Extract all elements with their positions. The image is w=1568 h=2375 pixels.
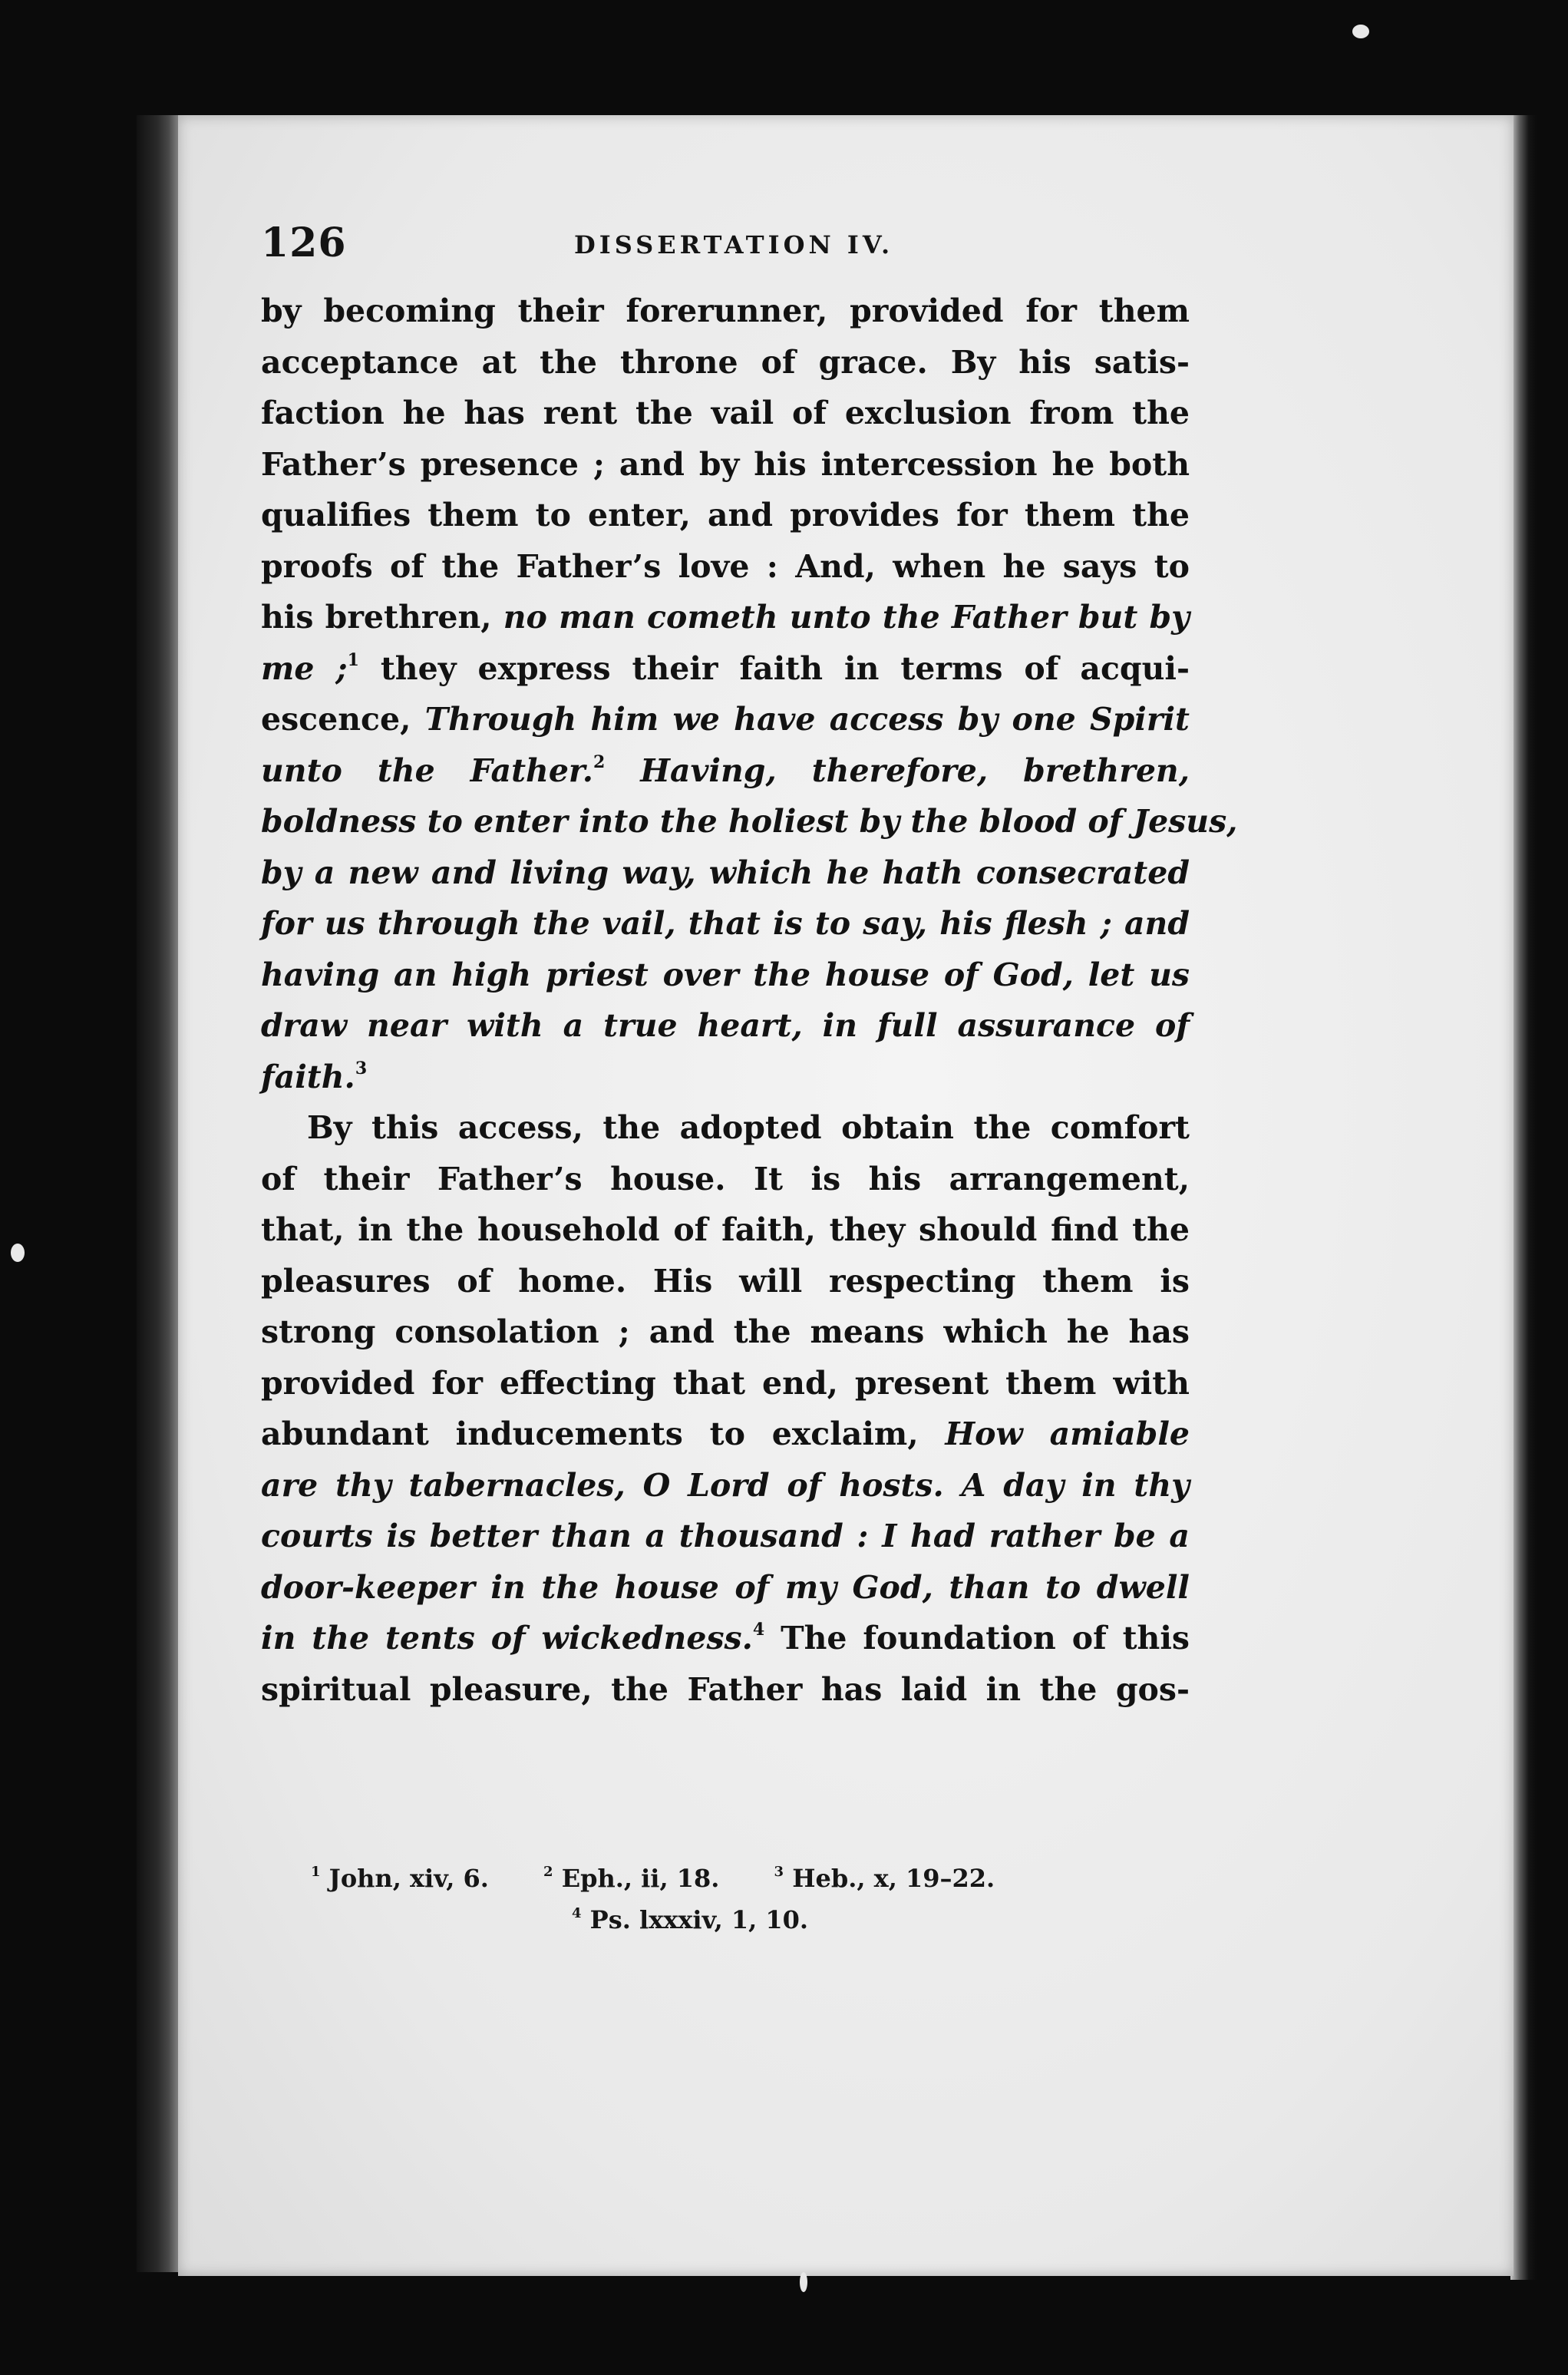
dust-speck — [11, 1244, 25, 1262]
footnotes — [311, 1858, 1155, 1941]
italic-text: How amiable — [945, 1415, 1190, 1452]
footnote — [311, 1858, 489, 1899]
text-line — [261, 337, 1190, 388]
footnote-reference: 1 — [347, 649, 359, 670]
text-line — [261, 1511, 1190, 1562]
italic-text: by a new and living way, which he hath consecrated — [261, 854, 1190, 891]
footnote-reference: 3 — [355, 1058, 368, 1078]
running-head: DISSERTATION IV. — [574, 230, 894, 259]
text-run: acceptance at the throne of grace. By his satis- — [261, 343, 1190, 381]
text-run: his brethren, — [261, 599, 503, 636]
text-run: By this access, the adopted obtain the comfort — [307, 1109, 1190, 1146]
text-line — [261, 490, 1190, 541]
text-line — [261, 1052, 1190, 1103]
text-line — [261, 898, 1190, 950]
text-line — [261, 1204, 1190, 1256]
text-line — [261, 950, 1190, 1001]
text-run: provided for effecting that end, present them with — [261, 1364, 1190, 1402]
text-run: that, in the household of faith, they should find the — [261, 1211, 1190, 1248]
footnote-number: 1 — [311, 1864, 321, 1880]
italic-text: no man cometh unto the Father but by — [503, 599, 1190, 636]
italic-text: Having, therefore, brethren, — [605, 751, 1190, 789]
text-line — [261, 643, 1190, 695]
page-number: 126 — [261, 220, 347, 266]
text-line — [261, 1306, 1190, 1358]
italic-text: draw near with a true heart, in full assurance of — [261, 1007, 1190, 1044]
text-run: abundant inducements to exclaim, — [261, 1415, 946, 1452]
dust-speck — [800, 2272, 807, 2292]
text-line — [261, 1562, 1190, 1614]
text-run: faction he has rent the vail of exclusion from the — [261, 395, 1190, 431]
footnote-reference: 4 — [752, 1620, 765, 1640]
italic-text: having an high priest over the house of God, let us — [261, 956, 1190, 993]
text-line — [261, 1664, 1190, 1716]
italic-text: Through him we have access by one Spirit — [424, 701, 1190, 738]
text-run: pleasures of home. His will respecting them is — [261, 1262, 1190, 1300]
italic-text: courts is better than a thousand : I had rather be a — [261, 1518, 1190, 1554]
italic-text: boldness to enter into the holiest by the blood of Jesus, — [261, 803, 1238, 840]
text-run: by becoming their forerunner, provided for them — [261, 292, 1190, 329]
text-run: of their Father’s house. It is his arrangement, — [261, 1160, 1190, 1197]
text-line — [261, 1460, 1190, 1511]
text-line — [261, 1409, 1190, 1460]
italic-text: for us through the vail, that is to say, his flesh ; and — [261, 905, 1190, 942]
text-run: spiritual pleasure, the Father has laid in the gos- — [261, 1670, 1190, 1708]
footnote — [543, 1858, 719, 1899]
footnote-row — [311, 1899, 1155, 1941]
text-line — [261, 1613, 1190, 1664]
italic-text: faith. — [261, 1058, 355, 1095]
text-line — [261, 439, 1190, 491]
footnote-row — [311, 1858, 1155, 1899]
page-edge-right — [1510, 115, 1537, 2280]
text-line — [261, 592, 1190, 643]
footnote-number: 4 — [572, 1905, 582, 1921]
footnote — [572, 1899, 808, 1941]
text-line — [261, 1102, 1190, 1154]
text-run: proofs of the Father’s love : And, when he says to — [261, 547, 1190, 585]
italic-text: are thy tabernacles, O Lord of hosts. A day in thy — [261, 1466, 1190, 1504]
text-run: The foundation of this — [764, 1620, 1190, 1657]
footnote-number: 3 — [774, 1864, 784, 1880]
text-line — [261, 1256, 1190, 1307]
text-line — [261, 541, 1190, 593]
text-line — [261, 745, 1190, 797]
dust-speck — [1352, 25, 1369, 38]
text-run: escence, — [261, 701, 425, 738]
text-line — [261, 1154, 1190, 1205]
footnote-text: Heb., x, 19–22. — [792, 1864, 995, 1893]
footnote-reference: 2 — [593, 751, 606, 772]
text-run: qualifies them to enter, and provides for them the — [261, 497, 1190, 533]
footnote — [774, 1858, 995, 1899]
text-line — [261, 847, 1190, 899]
text-line — [261, 388, 1190, 439]
italic-text: in the tents of wickedness. — [261, 1620, 753, 1657]
footnote-text: Ps. lxxxiv, 1, 10. — [589, 1905, 809, 1934]
text-run: Father’s presence ; and by his intercession he both — [261, 445, 1190, 483]
body-text — [261, 286, 1238, 1715]
footnote-text: John, xiv, 6. — [328, 1864, 489, 1893]
italic-text: me ; — [261, 649, 348, 687]
text-line — [261, 796, 1238, 847]
footnote-number: 2 — [543, 1864, 553, 1880]
binding-edge-left — [137, 115, 183, 2272]
text-line — [261, 1000, 1190, 1052]
page-header — [261, 220, 1028, 273]
text-line — [261, 286, 1190, 337]
text-line — [261, 1358, 1190, 1409]
text-run: they express their faith in terms of acqui- — [358, 649, 1190, 687]
footnote-text: Eph., ii, 18. — [561, 1864, 720, 1893]
text-line — [261, 694, 1190, 745]
text-run: strong consolation ; and the means which he has — [261, 1313, 1190, 1350]
italic-text: door-keeper in the house of my God, than to dwell — [261, 1568, 1190, 1606]
italic-text: unto the Father. — [261, 751, 594, 789]
